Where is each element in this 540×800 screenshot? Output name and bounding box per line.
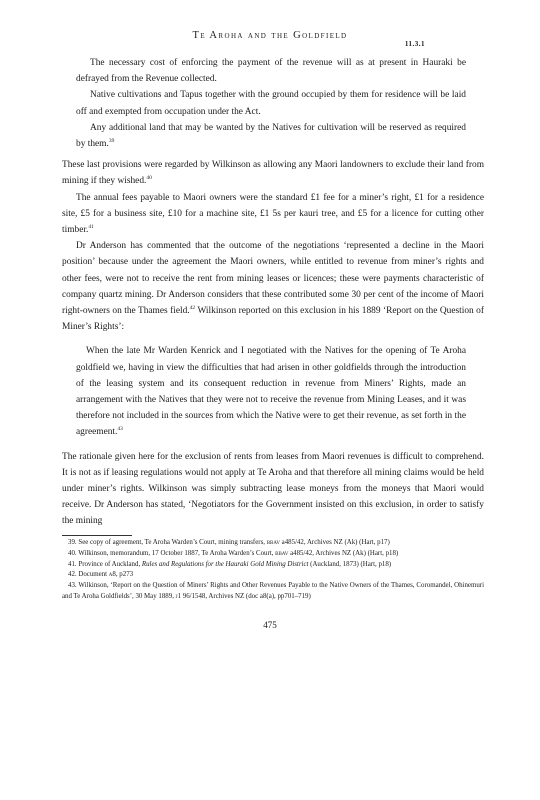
quote-paragraph: The necessary cost of enforcing the payment of the revenue will as at present in Hauraki be defrayed from the Revenue collected. [76, 58, 466, 85]
report-quote [76, 343, 466, 440]
footnote-ref: 41 [88, 224, 94, 231]
quote-paragraph: Native cultivations and Tapus together with the ground occupied by them for residence will be laid off and exempted from occupation under the Act. [76, 90, 466, 117]
quote-paragraph: When the late Mr Warden Kenrick and I negotiated with the Natives for the opening of Te Aroha goldfield we, having in view the difficulties that had arisen in other goldfields through the introduction of the leasing system and its consequent reduction in revenue from Miners’ Rights, made an arrangement with the Natives that they were not to receive the revenue from Mining Leases, and it was therefore not included in the sources from which the Native were to get their revenue, as set forth in the agreement.$^{43}$ [76, 346, 466, 438]
paragraph: The annual fees payable to Maori owners were the standard £1 fee for a miner’s right, £1 for a residence site, £5 for a business site, £10 for a machine site, £1 5s per kauri tree, and £5 for a licence for cutting other timber.$^{41}$ [62, 192, 484, 236]
quote-paragraph: Any additional land that may be wanted by the Natives for cultivation will be reserved as required by them.$^{39}$ [76, 122, 466, 150]
paragraph: Dr Anderson has commented that the outcome of the negotiations ‘represented a decline in the Maori position’ because under the agreement the Maori owners, while entitled to revenue from miner’s rights and other fees, were not to receive the rent from mining leases or licences; these were payments characteristic of company quartz mining. Dr Anderson considers that these contributed some 30 per cent of the income of Maori right-owners on the Thames field.$^{42}$ Wilkinson reported on this exclusion in his 1889 ‘Report on the Question of Miner’s Rights’: [62, 241, 484, 333]
paragraph: The rationale given here for the exclusion of rents from leases from Maori revenues is difficult to comprehend. It is not as if leasing regulations would not apply at Te Aroha and that therefore all mining claims would be held under miner’s rights. Wilkinson was simply subtracting lease moneys from the moneys that Maori would receive. Dr Anderson has stated, ‘Negotiators for the Government insisted on this exclusion, in order to satisfy the mining [62, 451, 484, 527]
footnote-ref: 42 [189, 305, 196, 312]
footnote: 39. See copy of agreement, Te Aroha Warden’s Court, mining transfers, bbav a485/42, Archives NZ (Ak) (Hart, p17) [68, 539, 390, 546]
footnote: 43. Wilkinson, ‘Report on the Question of Miners’ Rights and Other Revenues Payable to the Native Owners of the Thames, Coromandel, Ohinemuri and Te Aroha Goldfields’, 30 May 1889, j1 96/1548, Archives NZ (doc a8(a), pp701–719) [62, 582, 484, 600]
footnotes [62, 538, 484, 603]
section-number: 11.3.1 [404, 40, 425, 48]
agreement-quote [76, 55, 466, 152]
footnote-ref: 43 [117, 426, 123, 433]
footnote: 40. Wilkinson, memorandum, 17 October 1887, Te Aroha Warden’s Court, bbav a485/42, Archives NZ (Ak) (Hart, p18) [68, 549, 399, 557]
running-head: Te Aroha and the Goldfield [192, 30, 348, 41]
footnote-ref: 39 [108, 138, 115, 145]
footnote-ref: 40 [146, 175, 152, 182]
body-text [62, 55, 484, 530]
footnote: 42. Document a8, p273 [68, 571, 134, 579]
footnote-rule [62, 535, 132, 536]
paragraph: These last provisions were regarded by Wilkinson as allowing any Maori landowners to exclude their land from mining if they wished.$^{40}$ [62, 160, 484, 187]
page-number: 475 [263, 620, 277, 630]
footnote: 41. Province of Auckland, Rules and Regulations for the Hauraki Gold Mining District (Auckland, 1873) (Hart, p18) [68, 560, 392, 568]
